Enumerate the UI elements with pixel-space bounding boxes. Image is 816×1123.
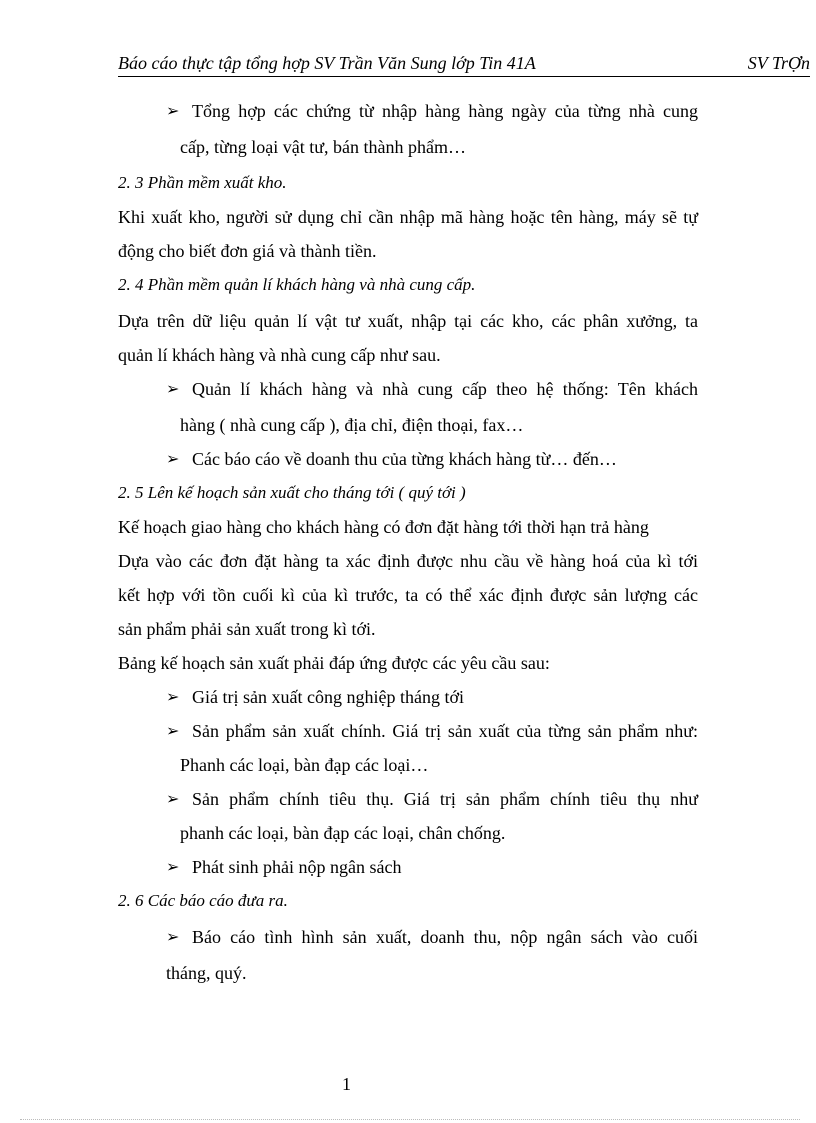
arrow-bullet-icon: ➢ bbox=[166, 789, 180, 808]
bullet-item: ➢ Giá trị sản xuất công nghiệp tháng tới bbox=[166, 682, 698, 712]
bullet-item: ➢ Phát sinh phải nộp ngân sách bbox=[166, 852, 698, 882]
arrow-bullet-icon: ➢ bbox=[166, 379, 180, 398]
header-author: SV TrỢn bbox=[747, 53, 810, 73]
bullet-item: ➢ Tổng hợp các chứng từ nhập hàng hàng ngày của từng nhà cung bbox=[166, 96, 698, 126]
section-heading-2-5: 2. 5 Lên kế hoạch sản xuất cho tháng tới ( quý tới ) bbox=[118, 483, 466, 502]
bullet-continuation: Phanh các loại, bàn đạp các loại… bbox=[180, 755, 429, 775]
bullet-continuation: phanh các loại, bàn đạp các loại, chân chống. bbox=[180, 823, 506, 843]
paragraph-line: Dựa vào các đơn đặt hàng ta xác định được nhu cầu về hàng hoá của kì tới bbox=[118, 551, 698, 571]
section-heading-2-3: 2. 3 Phần mềm xuất kho. bbox=[118, 173, 287, 192]
arrow-bullet-icon: ➢ bbox=[166, 927, 180, 946]
header-title: Báo cáo thực tập tổng hợp SV Trần Văn Sung lớp Tin 41A bbox=[118, 53, 536, 73]
footer-divider bbox=[20, 1119, 800, 1120]
bullet-item: ➢ Sản phẩm sản xuất chính. Giá trị sản xuất của từng sản phẩm như: bbox=[166, 716, 698, 746]
paragraph-line: sản phẩm phải sản xuất trong kì tới. bbox=[118, 619, 376, 639]
page-number: 1 bbox=[342, 1074, 351, 1094]
bullet-continuation: tháng, quý. bbox=[166, 963, 247, 983]
page-header bbox=[118, 50, 810, 77]
paragraph-line: động cho biết đơn giá và thành tiền. bbox=[118, 241, 377, 261]
bullet-continuation: hàng ( nhà cung cấp ), địa chỉ, điện thoại, fax… bbox=[180, 415, 524, 435]
section-heading-2-4: 2. 4 Phần mềm quản lí khách hàng và nhà cung cấp. bbox=[118, 275, 476, 294]
arrow-bullet-icon: ➢ bbox=[166, 721, 180, 740]
paragraph-line: kết hợp với tồn cuối kì của kì trước, ta có thể xác định được sản lượng các bbox=[118, 585, 698, 605]
bullet-item: ➢ Các báo cáo về doanh thu của từng khách hàng từ… đến… bbox=[166, 444, 698, 474]
bullet-item: ➢ Báo cáo tình hình sản xuất, doanh thu, nộp ngân sách vào cuối bbox=[166, 922, 698, 952]
bullet-item: ➢ Sản phẩm chính tiêu thụ. Giá trị sản phẩm chính tiêu thụ như bbox=[166, 784, 698, 814]
bullet-continuation: cấp, từng loại vật tư, bán thành phẩm… bbox=[180, 137, 466, 157]
paragraph-line: Bảng kế hoạch sản xuất phải đáp ứng được các yêu cầu sau: bbox=[118, 653, 550, 673]
arrow-bullet-icon: ➢ bbox=[166, 857, 180, 876]
arrow-bullet-icon: ➢ bbox=[166, 687, 180, 706]
paragraph-line: Dựa trên dữ liệu quản lí vật tư xuất, nhập tại các kho, các phân xưởng, ta bbox=[118, 311, 698, 331]
section-heading-2-6: 2. 6 Các báo cáo đưa ra. bbox=[118, 891, 288, 910]
paragraph-line: Khi xuất kho, người sử dụng chỉ cần nhập mã hàng hoặc tên hàng, máy sẽ tự bbox=[118, 207, 698, 227]
paragraph-line: Kế hoạch giao hàng cho khách hàng có đơn đặt hàng tới thời hạn trả hàng bbox=[118, 517, 649, 537]
bullet-item: ➢ Quản lí khách hàng và nhà cung cấp theo hệ thống: Tên khách bbox=[166, 374, 698, 404]
arrow-bullet-icon: ➢ bbox=[166, 449, 180, 468]
arrow-bullet-icon: ➢ bbox=[166, 101, 180, 120]
paragraph-line: quản lí khách hàng và nhà cung cấp như sau. bbox=[118, 345, 441, 365]
